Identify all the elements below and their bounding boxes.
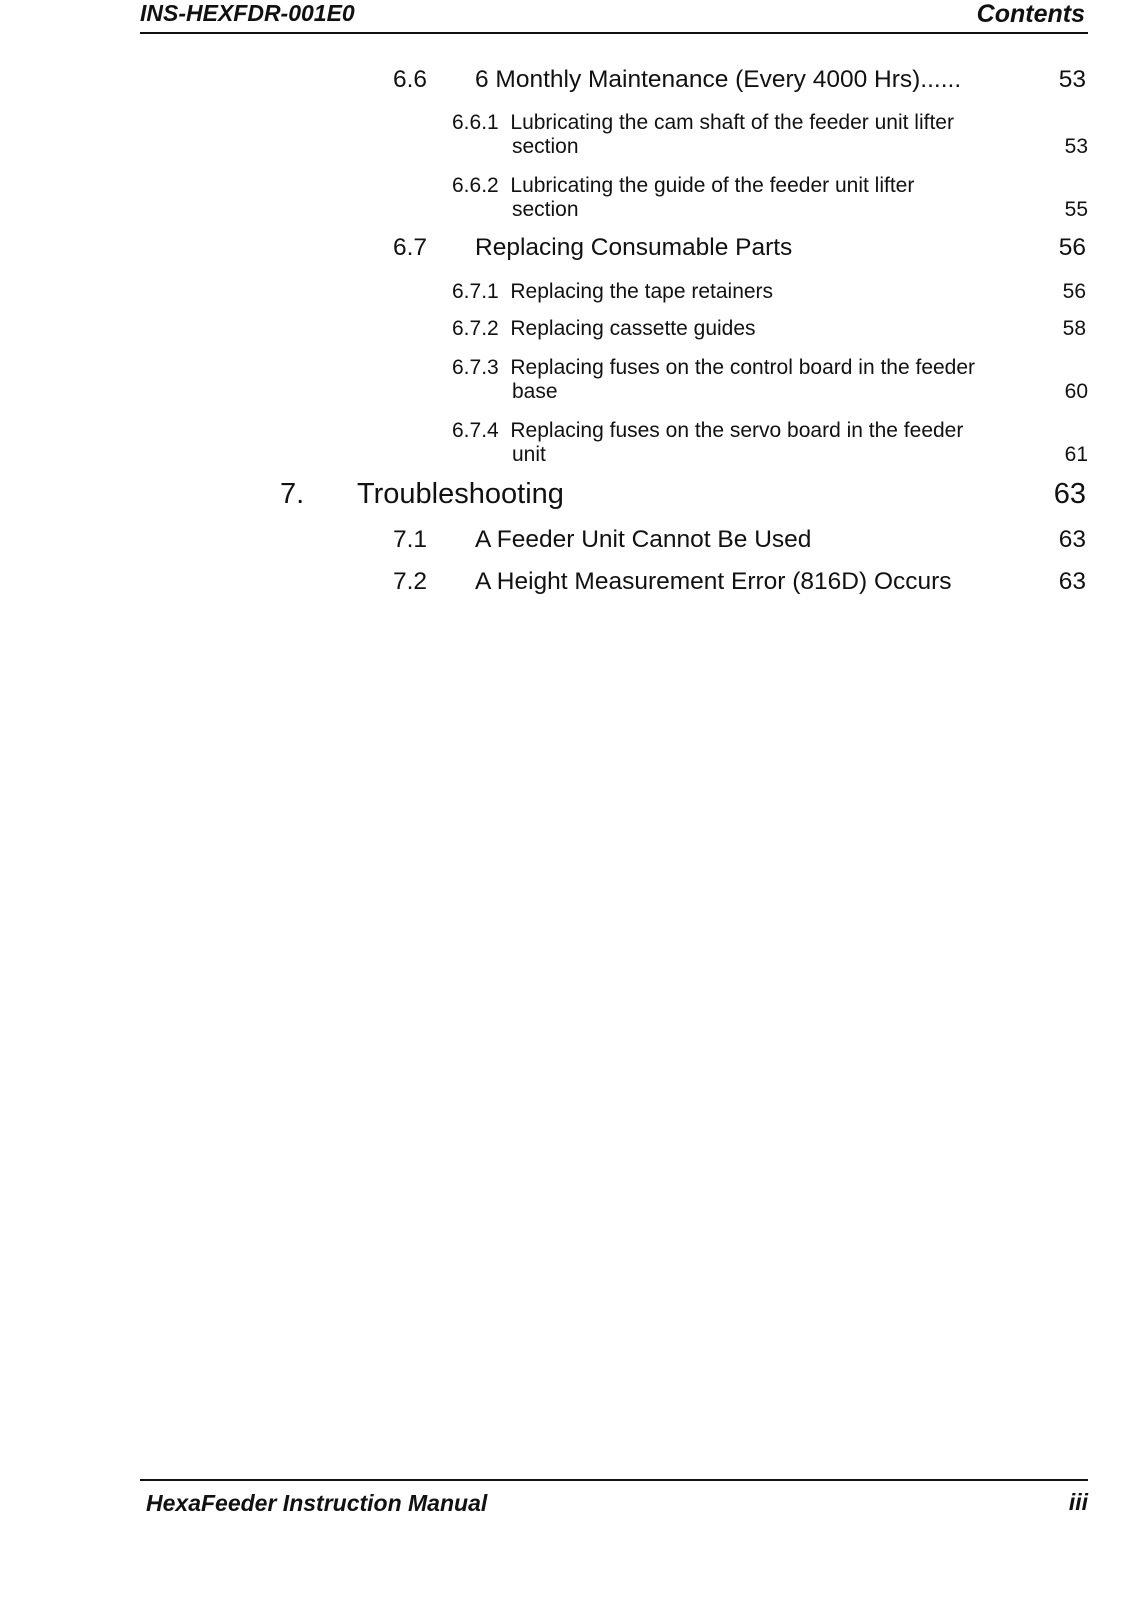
toc-page: 63 [1058,526,1086,553]
toc-title: Replacing Consumable Parts [475,234,793,261]
toc-number: 6.7.1 [452,280,499,303]
toc-number: 6.6.1 [452,111,499,134]
toc-title-cont: unit [512,443,546,466]
toc-entry-7[interactable] [280,478,1086,511]
toc-number: 7.2 [393,568,428,595]
toc-number: 6.7.3 [452,356,499,379]
toc-title-cont: section [512,135,579,158]
toc-page: 56 [1062,280,1086,303]
toc-title: A Feeder Unit Cannot Be Used [475,526,812,553]
toc-title: Replacing fuses on the servo board in the feeder [510,419,964,442]
toc-title: Replacing cassette guides [510,317,756,340]
page-number: iii [1068,1489,1088,1515]
toc-page: 63 [1058,568,1086,595]
toc-entry-7-2[interactable] [393,568,1086,596]
toc-number: 7.1 [393,526,428,553]
toc-entry-7-1[interactable] [393,526,1086,554]
toc-entry-6-7-2[interactable] [452,317,1086,341]
toc-title: Troubleshooting [357,478,564,510]
toc-number: 6.7 [393,234,428,261]
toc-page: 61 [1064,443,1088,466]
toc-title: 6 Monthly Maintenance (Every 4000 Hrs)...... [475,66,962,93]
toc-page: 53 [1064,135,1088,158]
toc-number: 7. [280,478,305,510]
toc-page: 56 [1058,234,1086,261]
toc-title: Replacing the tape retainers [510,280,774,303]
document-id: INS-HEXFDR-001E0 [140,0,355,26]
toc-title-cont: section [512,198,579,221]
toc-title: Lubricating the cam shaft of the feeder unit lifter [510,111,954,134]
toc-entry-6-7-3[interactable] [452,356,1088,404]
toc-title: A Height Measurement Error (816D) Occurs [475,568,952,595]
section-title: Contents [976,0,1085,28]
toc-number: 6.6 [393,66,428,93]
toc-entry-6-6-1[interactable] [452,111,1088,159]
header-rule [140,32,1088,34]
toc-page: 55 [1064,198,1088,221]
toc-number: 6.7.4 [452,419,499,442]
toc-title: Lubricating the guide of the feeder unit lifter [510,174,915,197]
toc-page: 58 [1062,317,1086,340]
manual-title: HexaFeeder Instruction Manual [146,1490,488,1516]
toc-entry-6-7-1[interactable] [452,280,1086,304]
toc-number: 6.7.2 [452,317,499,340]
toc-entry-6-6-2[interactable] [452,174,1088,222]
toc-page: 60 [1064,380,1088,403]
toc-title-cont: base [512,380,558,403]
toc-page: 53 [1058,66,1086,93]
footer-rule [140,1479,1088,1481]
toc-entry-6-7-4[interactable] [452,419,1088,467]
toc-page: 63 [1053,478,1086,510]
toc-title: Replacing fuses on the control board in the feeder [510,356,976,379]
toc-number: 6.6.2 [452,174,499,197]
toc-entry-6-6[interactable] [393,66,1086,94]
toc-entry-6-7[interactable] [393,234,1086,262]
